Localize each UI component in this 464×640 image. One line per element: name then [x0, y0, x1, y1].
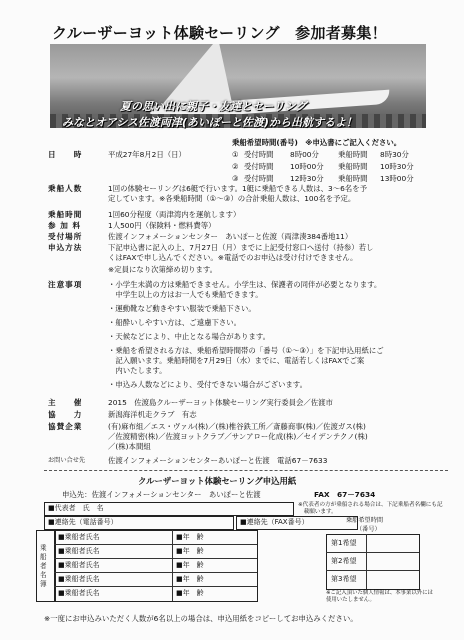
apply-note: ※定員になり次第締め切ります。	[108, 265, 218, 274]
flyer-title: クルーザーヨット体験セーリング 参加者募集！	[52, 24, 387, 42]
host-value: 2015 佐渡島クルーザーヨット体験セーリング実行委員会／佐渡市	[108, 398, 333, 407]
apply-label: 申込方法	[48, 243, 83, 252]
passenger-age-label[interactable]: ■年 齢	[176, 547, 204, 555]
schedule-departure-time: 10時30分	[380, 162, 414, 171]
row-divider	[54, 558, 257, 559]
apply-text: くはFAXで申し込んでください。※電話でのお申込は受け付けできません。	[108, 253, 358, 262]
row-divider	[326, 570, 419, 571]
contact-label: お問い合せ先	[48, 457, 86, 464]
catch-line-1: 夏の思い出に親子・友達とセーリング	[120, 100, 307, 113]
duration-value: 1回60分程度（両津湾内を運航します）	[108, 210, 241, 219]
schedule-departure-label: 乗船時間	[338, 150, 368, 159]
schedule-departure-label: 乗船時間	[338, 162, 368, 171]
side-label: 乗船者名簿	[40, 544, 47, 588]
schedule-departure-time: 13時00分	[380, 174, 414, 183]
schedule-no: ①	[232, 150, 239, 159]
note-line: ・運動靴など動きやすい服装で乗船下さい。	[108, 304, 256, 313]
sponsor-line: (有)麻布組／エス・ヴァル(株)／(株)椎谷鉄工所／斎藤商事(株)／佐渡ガス(株)	[108, 422, 366, 431]
passenger-name-label[interactable]: ■乗船者氏名	[58, 575, 100, 583]
schedule-reception-time: 12時30分	[290, 174, 324, 183]
sponsor-label: 協賛企業	[48, 422, 83, 431]
pref-second-field[interactable]	[368, 554, 414, 568]
note-line: 記入願います。乗船時間を7月29日（水）までに、電話若しくはFAXでご案	[108, 356, 365, 365]
schedule-no: ③	[232, 174, 239, 183]
reception-value: 佐渡インフォメーションセンター あいぽーと佐渡（両津湊384番地11）	[108, 232, 353, 241]
rep-name-label: ■代表者 氏 名	[48, 504, 104, 512]
apply-text: 下記申込書に記入の上、7月27日（月）までに上記受付窓口へ送付（持参）若し	[108, 243, 374, 252]
pref-second: 第2希望	[331, 557, 357, 565]
pref-heading: （番号）	[356, 526, 381, 533]
capacity-text: 1回の体験セーリングは6艇で行います。1艇に乗船できる人数は、3～6名を予	[108, 184, 367, 193]
coop-value: 新潟海洋机走クラブ 有志	[108, 410, 197, 419]
capacity-text: 定しています。※各乗船時間（①～③）の合計乗船人数は、100名を予定。	[108, 194, 356, 203]
form-to-line: 申込先：佐渡インフォメーションセンター あいぽーと佐渡	[62, 490, 261, 499]
privacy-side-note: ※ご記入頂いた個人情報は、本事業以外には	[326, 590, 433, 596]
privacy-note: ※代表者の方が乗船される場合は、下記乗船者名欄にも記	[298, 502, 443, 508]
row-divider	[54, 586, 257, 587]
date-label: 日 時	[48, 150, 83, 159]
row-divider	[54, 544, 257, 545]
schedule-reception-time: 10時00分	[290, 162, 324, 171]
coop-label: 協 力	[48, 410, 83, 419]
pref-third: 第3希望	[331, 575, 357, 583]
schedule-reception-label: 受付時間	[244, 174, 274, 183]
form-footer-note: ※一度にお申込みいただく人数が6名以上の場合は、申込用紙をコピーしてお申込みください。	[44, 614, 358, 623]
passenger-age-label[interactable]: ■年 齢	[176, 575, 204, 583]
schedule-departure-time: 8時30分	[380, 150, 409, 159]
schedule-reception-label: 受付時間	[244, 150, 274, 159]
catch-line-2: みなとオアシス佐渡両津(あいぽーと佐渡)から出航するよ！	[62, 116, 357, 129]
passenger-name-label[interactable]: ■乗船者氏名	[58, 533, 100, 541]
duration-label: 乗船時間	[48, 210, 83, 219]
notes-label: 注意事項	[48, 280, 83, 289]
note-line: ・乗船を希望される方は、乗船希望時間帯の「番号（①～③）」を下記申込用紙にご	[108, 346, 384, 355]
date-value: 平成27年8月2日（日）	[108, 150, 186, 159]
form-fax: FAX 67－7634	[314, 490, 376, 499]
note-line: ・申込み人数などにより、受付できない場合がございます。	[108, 380, 307, 389]
sponsor-line: ／佐渡精密(株)／佐渡ヨットクラブ／サンアロー化成(株)／セイデンテクノ(株)	[108, 432, 368, 441]
privacy-side-note: 使用いたしません。	[326, 597, 375, 603]
schedule-departure-label: 乗船時間	[338, 174, 368, 183]
schedule-reception-time: 8時00分	[290, 150, 319, 159]
fee-label: 参 加 料	[48, 221, 82, 230]
passenger-name-label[interactable]: ■乗船者氏名	[58, 547, 100, 555]
schedule-no: ②	[232, 162, 239, 171]
schedule-heading: 乗船希望時間(番号) ※申込書にご記入ください。	[232, 138, 402, 147]
schedule-reception-label: 受付時間	[244, 162, 274, 171]
note-line: 中学生以上の方はお一人でも乗船できます。	[108, 290, 263, 299]
pref-first-field[interactable]	[368, 536, 414, 550]
fee-value: 1人500円（保険料・燃料費等）	[108, 221, 216, 230]
column-divider	[172, 530, 173, 601]
passenger-age-label[interactable]: ■年 齢	[176, 561, 204, 569]
note-line: ・天候などにより、中止となる場合があります。	[108, 332, 271, 341]
note-line: ・小学生未満の方は乗船できません。小学生は、保護者の同伴が必要となります。	[108, 280, 382, 289]
fax-label: ■連絡先（FAX番号）	[240, 518, 309, 526]
column-divider	[366, 534, 367, 589]
passenger-name-label[interactable]: ■乗船者氏名	[58, 561, 100, 569]
passenger-name-label[interactable]: ■乗船者氏名	[58, 589, 100, 597]
pref-first: 第1希望	[331, 539, 357, 547]
row-divider	[54, 572, 257, 573]
sponsor-line: ／(株)本間組	[108, 442, 151, 451]
reception-label: 受付場所	[48, 232, 83, 241]
note-line: 内いたします。	[108, 366, 167, 375]
row-divider	[326, 552, 419, 553]
cut-line	[44, 470, 448, 471]
passenger-age-label[interactable]: ■年 齢	[176, 533, 204, 541]
host-label: 主 催	[48, 398, 83, 407]
phone-label: ■連絡先（電話番号）	[48, 518, 118, 526]
pref-heading: 乗船希望時間	[346, 517, 384, 524]
privacy-note: 載願います。	[298, 509, 337, 515]
pref-third-field[interactable]	[368, 572, 414, 586]
passenger-age-label[interactable]: ■年 齢	[176, 589, 204, 597]
capacity-label: 乗船人数	[48, 184, 83, 193]
form-title: クルーザーヨット体験セーリング申込用紙	[138, 476, 297, 486]
note-line: ・船酔いしやすい方は、ご遠慮下さい。	[108, 318, 242, 327]
contact-value: 佐渡インフォメーションセンターあいぽーと佐渡 電話67－7633	[108, 456, 328, 465]
